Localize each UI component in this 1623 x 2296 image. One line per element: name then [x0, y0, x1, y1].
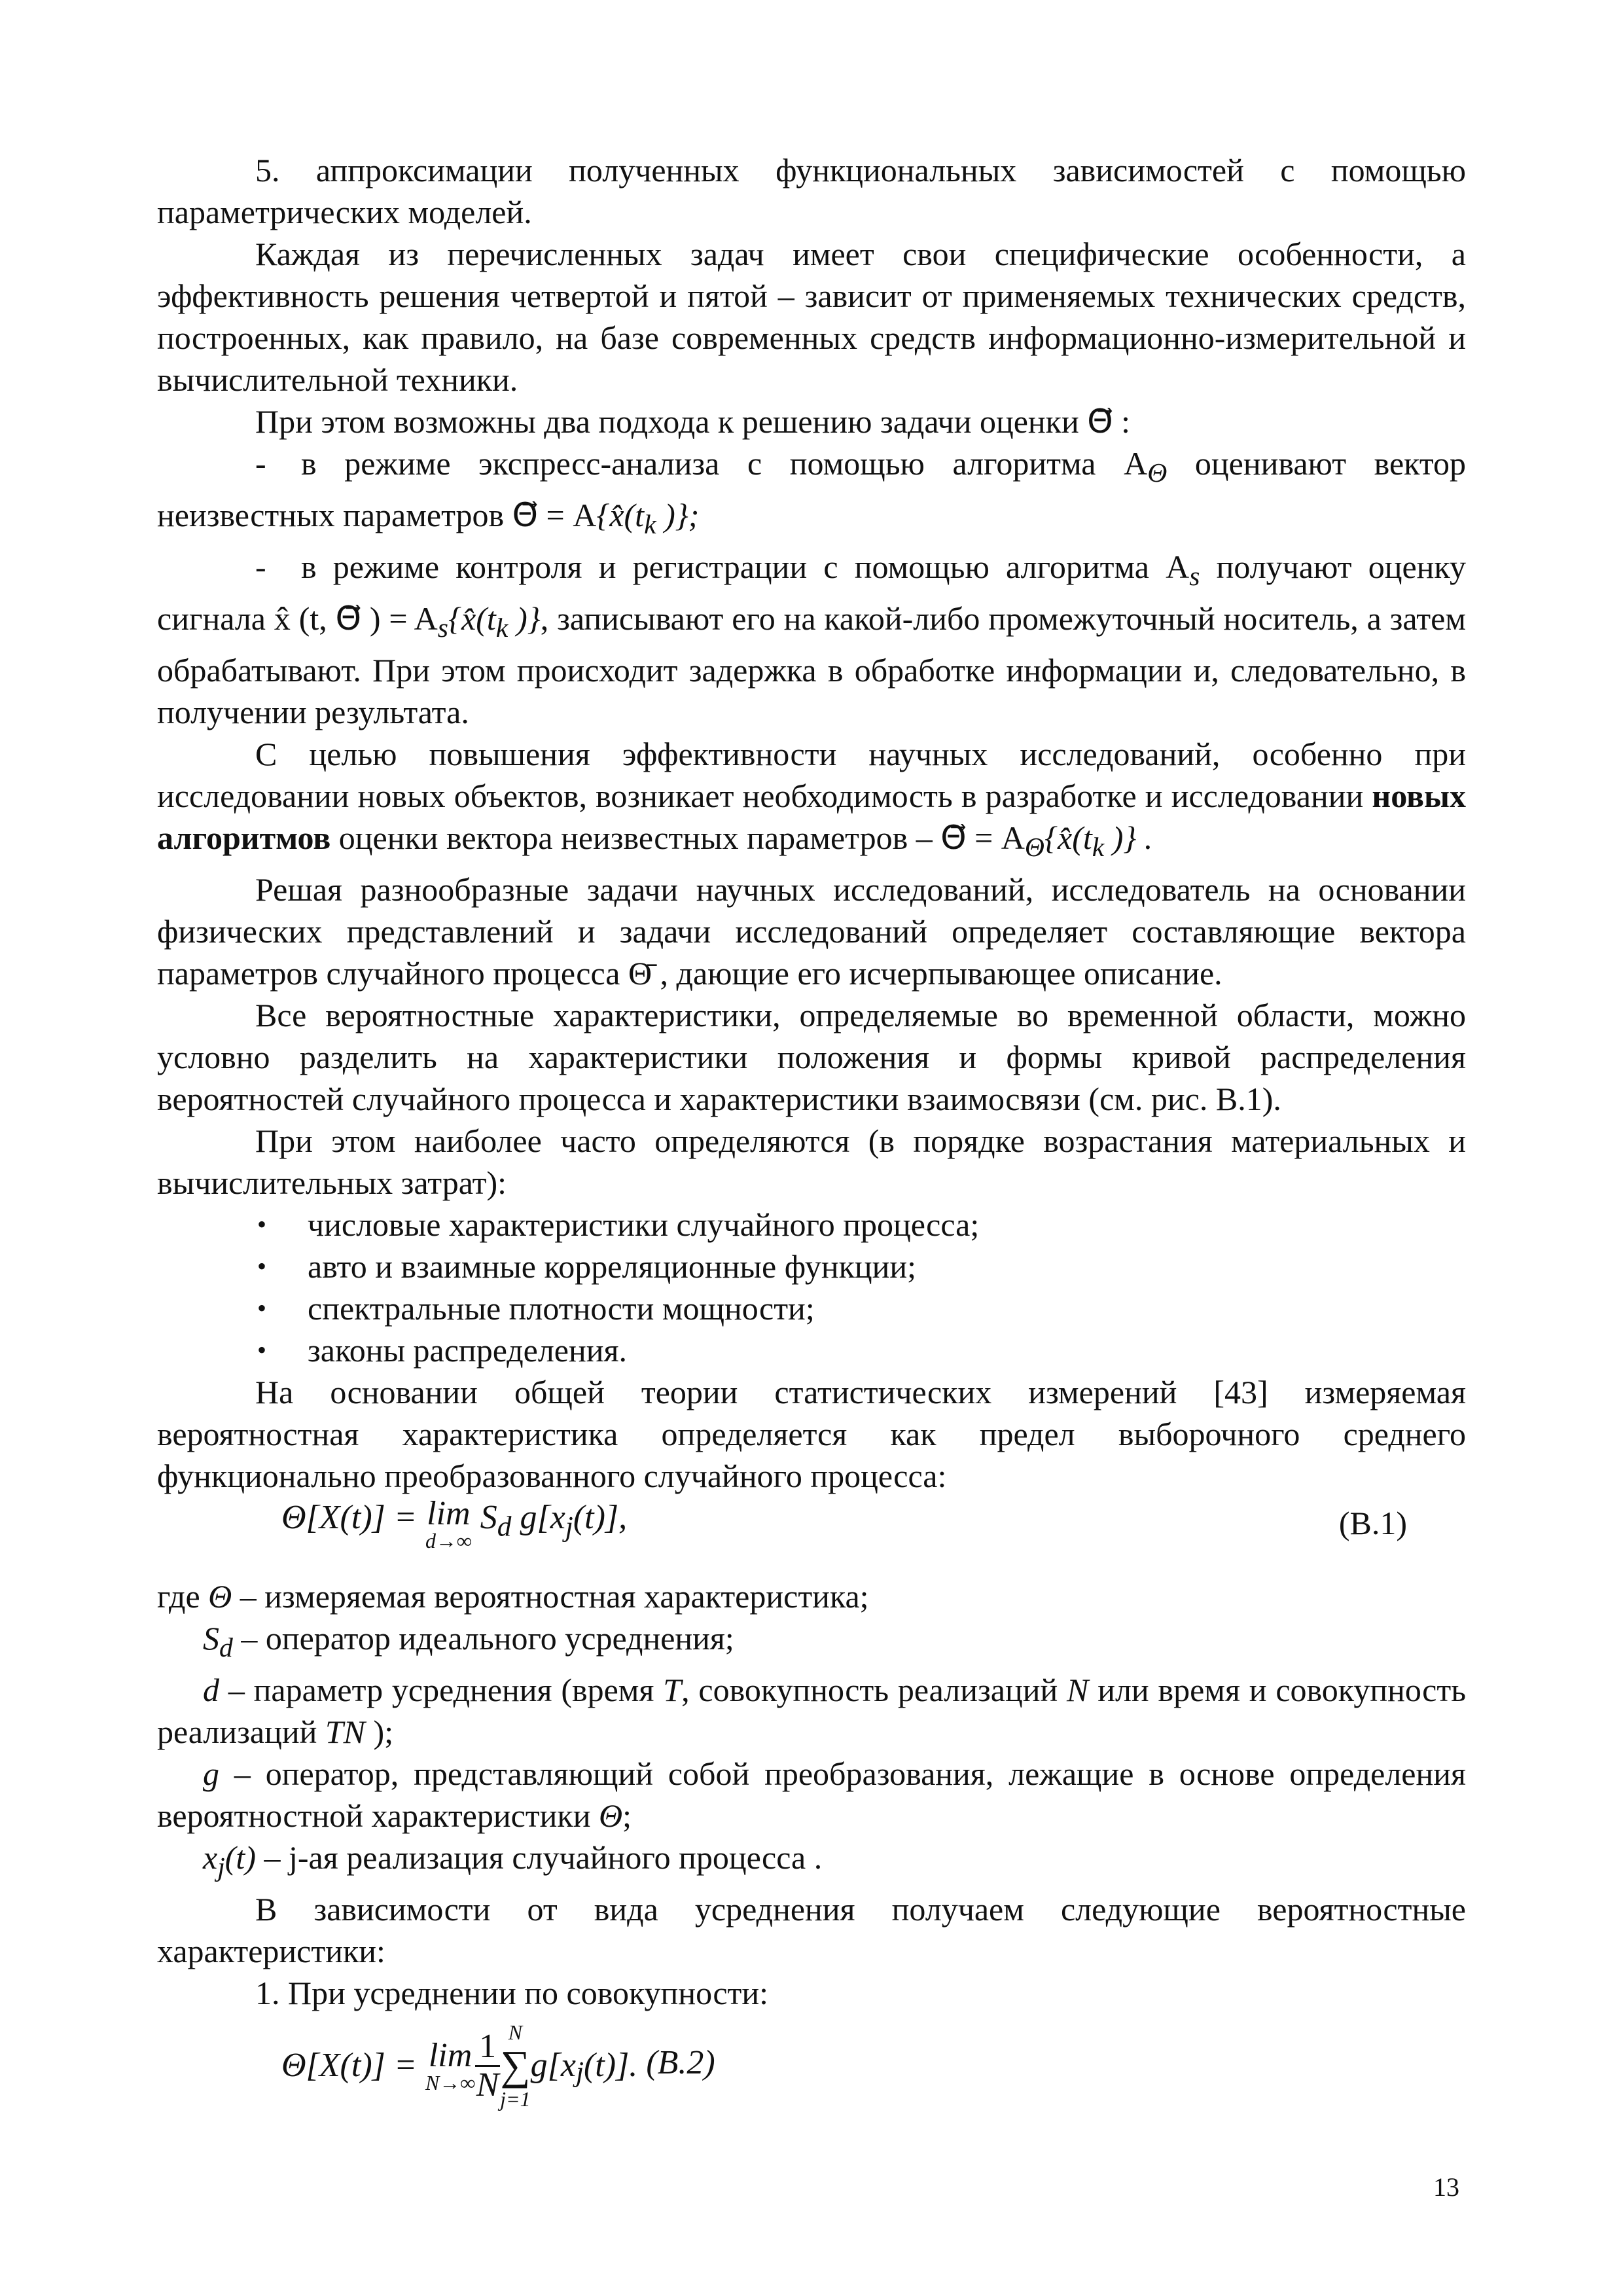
bullet-icon: • — [257, 1210, 267, 1239]
def-text: – оператор идеального усреднения; — [232, 1620, 734, 1657]
def-text2: , совокупность реализаций — [681, 1672, 1067, 1708]
fraction-denominator: N — [476, 2066, 499, 2104]
def-symbol-theta: Θ — [598, 1797, 623, 1834]
paragraph-diverse-tasks: Решая разнообразные задачи научных исследований, исследователь на основании физических представлений и задачи исследований определяет составляющие вектора параметров случайного процесса Θ̄ , дающие его исчерпывающее описание. — [157, 871, 1466, 992]
approach-control-rest: получают оценку сигнала x̂ (t, Θ⃗ ) = A — [157, 548, 1466, 637]
def-subscript: d — [219, 1633, 233, 1663]
lim-text: lim — [428, 2037, 473, 2074]
paragraph-two-approaches: При этом возможны два подхода к решению задачи оценки Θ⃗ : — [255, 403, 1130, 440]
equation-number: (В.2) — [646, 2043, 715, 2081]
formula-close: )}; — [656, 497, 700, 533]
paragraph-item-5: 5. аппроксимации полученных функциональных зависимостей с помощью параметрических моделей. — [157, 152, 1466, 230]
formula-subscript-d: d — [497, 1511, 512, 1543]
document-page — [157, 149, 1466, 2130]
def-symbol-tn: TN — [325, 1713, 366, 1750]
formula-b1 — [157, 1497, 1466, 1575]
list-item-text: спектральные плотности мощности; — [308, 1290, 815, 1327]
def-symbol: x — [203, 1839, 218, 1876]
formula-rhs: g[x — [530, 2047, 576, 2084]
formula-subscript-k: k — [495, 613, 508, 643]
lim-subscript: N→∞ — [425, 2071, 476, 2094]
def-symbol: Θ — [208, 1578, 232, 1615]
formula-subscript-k: k — [1092, 833, 1105, 863]
formula-rhs2: g[x — [511, 1499, 565, 1536]
formula-inline: {x̂(t — [1044, 819, 1092, 856]
definition-theta — [157, 1575, 1466, 1617]
def-end: ; — [622, 1797, 632, 1834]
new-algorithms-rest: оценки вектора неизвестных параметров – Θ⃗ = A — [330, 819, 1025, 856]
bullet-icon: • — [257, 1293, 267, 1323]
formula-subscript-j: j — [575, 2056, 584, 2088]
lim-text: lim — [427, 1495, 471, 1532]
def-text: – измеряемая вероятностная характеристика; — [232, 1578, 869, 1615]
formula-inline: {x̂(t — [596, 497, 645, 533]
list-item — [157, 1329, 1466, 1371]
def-text: – j-ая реализация случайного процесса . — [255, 1839, 823, 1876]
list-item — [157, 1246, 1466, 1287]
list-item-text: законы распределения. — [308, 1332, 628, 1369]
formula-subscript-j: j — [565, 1511, 573, 1543]
dash-marker: - — [255, 445, 266, 482]
new-algorithms-bold: новых алгоритмов — [157, 778, 1466, 856]
def-text4: ); — [365, 1713, 394, 1750]
list-item-text: авто и взаимные корреляционные функции; — [308, 1248, 917, 1285]
paragraph-new-algorithms — [157, 733, 1466, 869]
characteristics-list — [157, 1204, 1466, 1371]
approach-control-tail: , записывают его на какой-либо промежуточный носитель, а затем обрабатывают. При этом происходит задержка в обработке информации и, следовательно, в получении результата. — [157, 600, 1466, 730]
definition-xj — [157, 1837, 1466, 1888]
definitions-block — [157, 1575, 1466, 1888]
paragraph-tasks-features: Каждая из перечисленных задач имеет свои специфические особенности, а эффективность решения четвертой и пятой – зависит от применяемых технических средств, построенных, как правило, на базе современных средств информационно-измерительной и вычислительной техники. — [157, 236, 1466, 398]
definition-g — [157, 1753, 1466, 1837]
list-item — [157, 1204, 1466, 1246]
paragraph-ensemble-averaging: 1. При усреднении по совокупности: — [255, 1975, 769, 2011]
list-item-text: числовые характеристики случайного процесса; — [308, 1206, 980, 1243]
dash-marker: - — [255, 548, 266, 585]
paragraph-probability-characteristics: Все вероятностные характеристики, определяемые во временной области, можно условно разделить на характеристики положения и формы кривой распределения вероятностей случайного процесса и характеристики взаимосвязи (см. рис. В.1). — [157, 997, 1466, 1117]
alg-subscript: Θ — [1147, 458, 1168, 488]
paragraph-averaging-type: В зависимости от вида усреднения получаем следующие вероятностные характеристики: — [157, 1891, 1466, 1969]
limit-operator — [425, 1497, 472, 1551]
sum-operator — [500, 2019, 530, 2112]
formula-lhs: Θ[X(t)] = — [281, 1499, 425, 1536]
sigma-icon: ∑ — [500, 2042, 531, 2089]
formula-lhs: Θ[X(t)] = — [281, 2047, 425, 2084]
def-text: – оператор, представляющий собой преобразования, лежащие в основе определения вероятностной характеристики — [157, 1755, 1466, 1834]
formula-inline: {x̂(t — [448, 600, 496, 637]
def-subscript: j — [217, 1852, 225, 1882]
formula-rhs: S — [471, 1499, 497, 1536]
def-symbol: d — [203, 1672, 219, 1708]
formula-close: )} . — [1104, 819, 1153, 856]
def-lead: где — [157, 1578, 209, 1615]
bullet-icon: • — [257, 1335, 267, 1365]
approach-control-registration — [157, 546, 1466, 733]
approach-control-text: в режиме контроля и регистрации с помощью алгоритма A — [301, 548, 1190, 585]
bullet-icon: • — [257, 1251, 267, 1281]
page-number: 13 — [1433, 2172, 1459, 2202]
fraction-numerator: 1 — [475, 2028, 500, 2067]
formula-b2 — [157, 2019, 1466, 2130]
approach-express-rest: оценивают вектор неизвестных параметров Θ⃗ = A — [157, 445, 1467, 533]
lim-subscript: d→∞ — [425, 1529, 472, 1552]
def-symbol-n: N — [1067, 1672, 1089, 1708]
alg-subscript-s2: s — [437, 613, 448, 643]
approach-express-text: в режиме экспресс-анализа с помощью алгоритма A — [301, 445, 1148, 482]
formula-rhs2: (t)]. — [583, 2047, 638, 2084]
def-text: – параметр усреднения (время — [219, 1672, 664, 1708]
list-item — [157, 1287, 1466, 1329]
equation-number: (В.1) — [1338, 1505, 1407, 1541]
formula-close: )} — [508, 600, 541, 637]
new-algorithms-start: С целью повышения эффективности научных исследований, особенно при исследовании новых объектов, возникает необходимость в разработке и исследовании — [157, 736, 1466, 814]
approach-express-analysis — [157, 442, 1466, 546]
def-symbol-t: T — [663, 1672, 682, 1708]
formula-rhs3: (t)], — [573, 1499, 628, 1536]
def-symbol2: (t) — [224, 1839, 256, 1876]
limit-operator — [425, 2039, 475, 2092]
formula-subscript-k: k — [644, 510, 656, 540]
def-symbol: g — [203, 1755, 219, 1792]
definition-d — [157, 1669, 1466, 1753]
fraction — [475, 2028, 500, 2104]
alg-subscript: Θ — [1024, 833, 1044, 863]
def-text3: или время и совокупность реализаций — [157, 1672, 1466, 1750]
definition-sd — [157, 1617, 1466, 1669]
paragraph-theory-statistical: На основании общей теории статистических измерений [43] измеряемая вероятностная характеристика определяется как предел выборочного среднего функционально преобразованного случайного процесса: — [157, 1374, 1466, 1494]
def-symbol: S — [203, 1620, 219, 1657]
sum-upper: N — [508, 2020, 523, 2044]
sum-lower: j=1 — [500, 2087, 531, 2111]
alg-subscript-s: s — [1189, 562, 1200, 592]
paragraph-most-often: При этом наиболее часто определяются (в порядке возрастания материальных и вычислительных затрат): — [157, 1122, 1466, 1201]
